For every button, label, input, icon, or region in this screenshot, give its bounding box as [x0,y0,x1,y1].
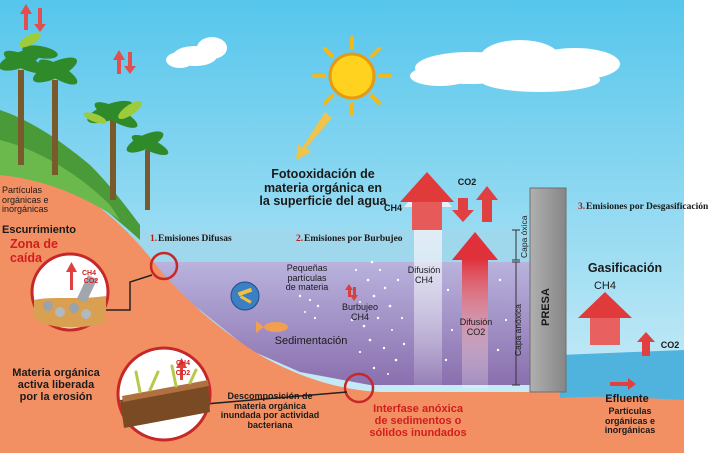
organic-matter-label: Materia orgánica activa liberada por la erosión [12,367,100,403]
particles-bottom-label: Partículas orgánicas e inorgánicas [604,406,656,436]
anoxic-layer-label: Capa anóxica [513,304,523,356]
small-particles-label: Pequeñas partículas de materia [285,263,329,293]
oxic-layer-label: Capa óxica [519,215,529,258]
circle2-co2-label: CO2 [175,370,191,377]
gasification-label: Gasificación [587,261,663,275]
outflow-co2-label: CO2 [660,340,680,350]
decomposition-label: Descomposición de materia orgánica inundada por actividad bacteriana [220,391,320,431]
dam-label: PRESA [540,288,552,326]
emission-1-number: 1. [150,234,158,244]
bubbling-emissions-label: Emisiones por Burbujeo [304,234,403,244]
emission-2-number: 2. [296,234,304,244]
gasification-ch4-label: CH4 [593,280,616,292]
runoff-label: Escurrimiento [2,224,76,236]
diffusion-co2-label: Difusión CO2 [459,317,493,337]
emission-3-number: 3. [578,202,586,212]
particle-circle [231,282,259,310]
fall-zone-label: Zona de caída [10,237,58,265]
circle2-ch4-label: CH4 [175,360,190,367]
diffusion-ch4-label: Difusión CH4 [407,265,441,285]
decomposition-zoom-circle[interactable] [118,348,210,440]
top-ch4-label: CH4 [383,203,402,213]
circle1-ch4-label: CH4 [81,270,96,277]
bubbling-ch4-label: Burbujeo CH4 [341,302,379,322]
sun-icon [314,38,390,114]
erosion-zoom-circle[interactable] [32,254,108,330]
particles-top-label: Partículas orgánicas e inorgánicas [2,185,49,215]
sedimentation-label: Sedimentación [274,335,348,347]
effluent-label: Efluente [605,393,649,405]
anoxic-interface-label: Interfase anóxica de sedimentos o sólidos inundados [369,403,467,439]
circle1-co2-label: CO2 [83,278,99,285]
top-co2-label: CO2 [457,177,477,187]
degassing-emissions-label: Emisiones por Desgasificación [586,202,708,212]
photooxidation-label: Fotooxidación de materia orgánica en la superficie del agua [259,167,387,208]
diffuse-emissions-label: Emisiones Difusas [158,234,232,244]
